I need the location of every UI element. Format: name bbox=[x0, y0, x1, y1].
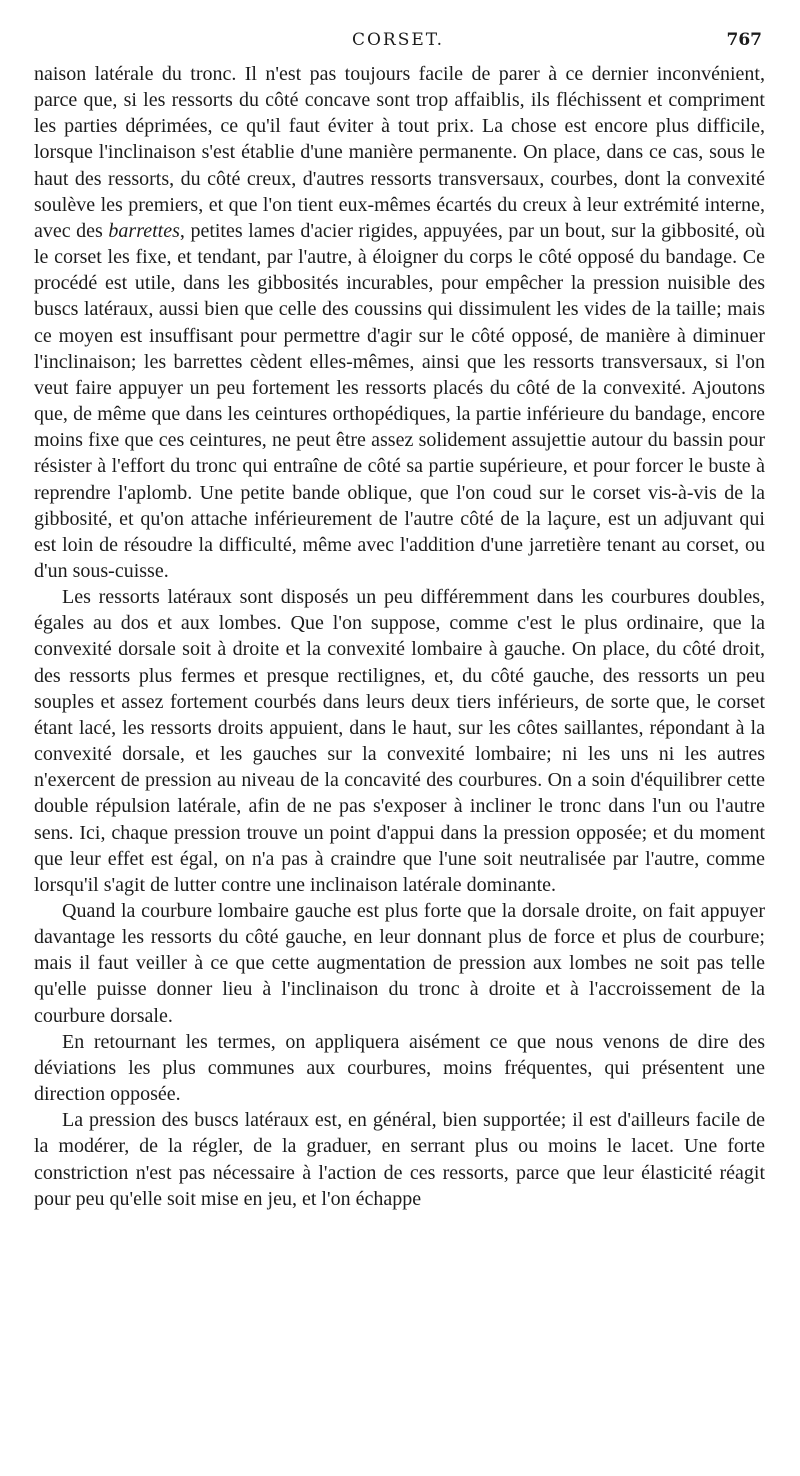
paragraph: La pression des buscs latéraux est, en général, bien supportée; il est d'ailleurs facile de la modérer, de la régler, de la graduer, en serrant plus ou moins le lacet. Une forte constriction n'est pas nécessaire à l'action de ces ressorts, parce que leur élasticité réagit pour peu qu'elle soit mise en jeu, et l'on échappe bbox=[34, 1109, 765, 1210]
page-number: 767 bbox=[726, 30, 762, 50]
paragraph-text: , petites lames d'acier rigides, appuyées, par un bout, sur la gibbosité, où le corset les fixe, et tendant, par l'autre, à éloigner du corps le côté opposé du bandage. Ce procédé est utile, dans les gibbosités incurables, pour empêcher la pression nuisible des buscs latéraux, aussi bien que celle des coussins qui dissimulent les vides de la taille; mais ce moyen est insuffisant pour permettre d'agir sur le côté opposé, de manière à diminuer l'inclinaison; les barrettes cèdent elles-mêmes, ainsi que les ressorts transversaux, si l'on veut faire appuyer un peu fortement les ressorts placés du côté de la convexité. Ajoutons que, de même que dans les ceintures orthopédiques, la partie inférieure du bandage, encore moins fixe que ces ceintures, ne peut être assez solidement assujettie autour du bassin pour résister à l'effort du tronc qui entraîne de côté sa partie supérieure, et pour forcer le buste à reprendre l'aplomb. Une petite bande oblique, que l'on coud sur le corset vis-à-vis de la gibbosité, et qu'on attache inférieurement de l'autre côté de la laçure, est un adjuvant qui est loin de résoudre la difficulté, même avec l'addition d'une jarretière tenant au corset, ou d'un sous-cuisse. bbox=[34, 219, 765, 582]
paragraph: Quand la courbure lombaire gauche est plus forte que la dorsale droite, on fait appuyer davantage les ressorts du côté gauche, en leur donnant plus de force et plus de courbure; mais il faut veiller à ce que cette augmentation de pression aux lombes ne soit pas telle qu'elle puisse donner lieu à l'inclinaison du tronc à droite et à l'accroissement de la courbure dorsale. bbox=[34, 900, 765, 1027]
running-title: CORSET. bbox=[351, 30, 445, 50]
body-text bbox=[34, 61, 765, 1212]
italic-term: barrettes bbox=[108, 219, 180, 242]
running-head bbox=[34, 30, 762, 56]
paragraph-text: naison latérale du tronc. Il n'est pas toujours facile de parer à ce dernier inconvénient, parce que, si les ressorts du côté concave sont trop affaiblis, ils fléchissent et compriment les parties déprimées, ce qu'il faut éviter à tout prix. La chose est encore plus difficile, lorsque l'inclinaison s'est établie d'une manière permanente. On place, dans ce cas, sous le haut des ressorts, du côté creux, d'autres ressorts transversaux, courbes, dont la convexité soulève les premiers, et que l'on tient eux-mêmes écartés du creux à leur extrémité interne, avec des bbox=[34, 63, 765, 242]
paragraph: En retournant les termes, on appliquera aisément ce que nous venons de dire des déviations les plus communes aux courbures, moins fréquentes, qui présentent une direction opposée. bbox=[34, 1030, 765, 1106]
paragraph-continued bbox=[34, 61, 765, 584]
paragraph: Les ressorts latéraux sont disposés un peu différemment dans les courbures doubles, égales au dos et aux lombes. Que l'on suppose, comme c'est le plus ordinaire, que la convexité dorsale soit à droite et la convexité lombaire à gauche. On place, du côté droit, des ressorts plus fermes et presque rectilignes, et, du côté gauche, des ressorts un peu souples et assez fortement courbés dans leurs deux tiers inférieurs, de sorte que, le corset étant lacé, les ressorts droits appuient, dans le haut, sur les côtes saillantes, répondant à la convexité dorsale, et les gauches sur la convexité lombaire; ni les uns ni les autres n'exercent de pression au niveau de la concavité des courbures. On a soin d'équilibrer cette double répulsion latérale, afin de ne pas s'exposer à incliner le tronc dans l'un ou l'autre sens. Ici, chaque pression trouve un point d'appui dans la pression opposée; et du moment que leur effet est égal, on n'a pas à craindre que l'une soit neutralisée par l'autre, comme lorsqu'il s'agit de lutter contre une inclinaison latérale dominante. bbox=[34, 586, 765, 896]
